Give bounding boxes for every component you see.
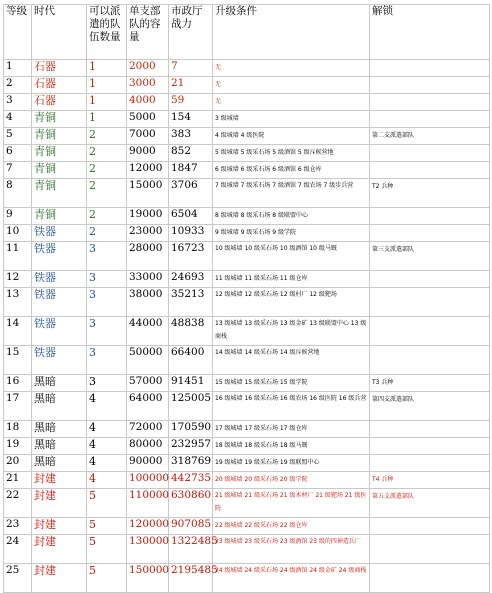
table-row [4,60,490,77]
cell-condition: 17 级城墙 17 级采石场 17 级仓库 [213,421,370,438]
cell-capacity: 4000 [127,94,169,111]
cell-level: 20 [4,455,32,472]
cell-condition: 3 级城墙 [213,111,370,128]
cell-level: 22 [4,489,32,518]
cell-condition: 无 [213,60,370,77]
table-row [4,242,490,271]
cell-capacity: 38000 [127,288,169,317]
cell-team-count: 4 [87,455,127,472]
cell-level: 14 [4,317,32,346]
cell-unlock: 第二支派遣部队 [370,128,490,145]
cell-condition: 11 级城墙 11 级采石场 11 级仓库 [213,271,370,288]
cell-capacity: 9000 [127,145,169,162]
cell-capacity: 50000 [127,346,169,375]
cell-condition: 无 [213,77,370,94]
cell-team-count: 3 [87,317,127,346]
cell-team-count: 2 [87,145,127,162]
cell-power: 907085 [169,518,213,535]
cell-power: 59 [169,94,213,111]
cell-unlock [370,288,490,317]
cell-era: 石器 [32,94,87,111]
table-row [4,489,490,518]
cell-unlock [370,421,490,438]
cell-level: 4 [4,111,32,128]
cell-power: 318769 [169,455,213,472]
table-row [4,564,490,593]
cell-power: 48838 [169,317,213,346]
cell-capacity: 57000 [127,375,169,392]
cell-team-count: 4 [87,472,127,489]
cell-era: 青铜 [32,162,87,179]
cell-condition: 18 级城墙 18 级采石场 18 级马厩 [213,438,370,455]
table-row [4,94,490,111]
cell-capacity: 5000 [127,111,169,128]
cell-condition: 无 [213,94,370,111]
cell-level: 5 [4,128,32,145]
cell-team-count: 1 [87,77,127,94]
cell-era: 封建 [32,472,87,489]
cell-era: 铁器 [32,242,87,271]
cell-era: 铁器 [32,317,87,346]
cell-level: 18 [4,421,32,438]
cell-level: 3 [4,94,32,111]
cell-team-count: 5 [87,489,127,518]
cell-power: 24693 [169,271,213,288]
cell-unlock: 第四支派遣部队 [370,392,490,421]
cell-unlock [370,438,490,455]
cell-team-count: 4 [87,438,127,455]
table-row [4,438,490,455]
cell-era: 青铜 [32,111,87,128]
cell-condition: 19 级城墙 19 级采石场 19 级联盟中心 [213,455,370,472]
cell-team-count: 2 [87,128,127,145]
cell-level: 25 [4,564,32,593]
cell-unlock [370,271,490,288]
cell-condition: 7 级城墙 7 级采石场 7 级酒馆 7 级农场 7 级步兵营 [213,179,370,208]
cell-level: 15 [4,346,32,375]
cell-team-count: 1 [87,60,127,77]
cell-power: 35213 [169,288,213,317]
cell-condition: 6 级城墙 6 级采石场 6 级酒馆 6 级仓库 [213,162,370,179]
cell-era: 黑暗 [32,421,87,438]
cell-condition: 8 级城墙 8 级采石场 8 级联盟中心 [213,208,370,225]
cell-capacity: 120000 [127,518,169,535]
cell-power: 91451 [169,375,213,392]
cell-unlock [370,518,490,535]
cell-capacity: 19000 [127,208,169,225]
table-row [4,455,490,472]
cell-capacity: 110000 [127,489,169,518]
table-row [4,128,490,145]
cell-capacity: 7000 [127,128,169,145]
cell-capacity: 12000 [127,162,169,179]
cell-power: 630860 [169,489,213,518]
table-row [4,288,490,317]
cell-power: 66400 [169,346,213,375]
cell-capacity: 100000 [127,472,169,489]
cell-unlock [370,111,490,128]
cell-level: 11 [4,242,32,271]
cell-power: 154 [169,111,213,128]
header-team-count: 可以派遣的队伍数量 [87,5,127,60]
table-row [4,111,490,128]
cell-capacity: 64000 [127,392,169,421]
cell-condition: 10 级城墙 10 级采石场 10 级酒馆 10 级马厩 [213,242,370,271]
cell-level: 21 [4,472,32,489]
cell-capacity: 72000 [127,421,169,438]
cell-condition: 24 级城墙 24 级采石场 24 级酒馆 24 级金矿 24 级商栈 [213,564,370,593]
cell-level: 8 [4,179,32,208]
cell-team-count: 2 [87,208,127,225]
header-capacity: 单支部队的容量 [127,5,169,60]
cell-condition: 16 级城墙 16 级采石场 16 级农场 16 级医院 16 级兵营 [213,392,370,421]
cell-capacity: 150000 [127,564,169,593]
cell-team-count: 2 [87,225,127,242]
cell-level: 6 [4,145,32,162]
cell-condition: 20 级城墙 20 级采石场 20 级学院 [213,472,370,489]
cell-era: 铁器 [32,271,87,288]
cell-era: 黑暗 [32,375,87,392]
cell-power: 232957 [169,438,213,455]
cell-unlock: T2 兵种 [370,179,490,208]
cell-era: 青铜 [32,208,87,225]
cell-level: 17 [4,392,32,421]
cell-team-count: 3 [87,271,127,288]
cell-era: 封建 [32,535,87,564]
cell-power: 1847 [169,162,213,179]
cell-unlock [370,455,490,472]
cell-unlock [370,60,490,77]
cell-capacity: 90000 [127,455,169,472]
cell-power: 1322485 [169,535,213,564]
table-row [4,518,490,535]
table-row [4,145,490,162]
cell-power: 852 [169,145,213,162]
cell-unlock [370,162,490,179]
cell-unlock: 第三支派遣部队 [370,242,490,271]
cell-unlock [370,145,490,162]
cell-power: 21 [169,77,213,94]
city-hall-level-table [3,4,490,593]
table-row [4,472,490,489]
cell-era: 石器 [32,60,87,77]
cell-condition: 4 级城墙 4 级医院 [213,128,370,145]
header-level: 等级 [4,5,32,60]
cell-level: 9 [4,208,32,225]
cell-era: 铁器 [32,225,87,242]
table-row [4,392,490,421]
cell-team-count: 2 [87,162,127,179]
cell-power: 2195485 [169,564,213,593]
cell-unlock: 第五支派遣部队 [370,489,490,518]
cell-era: 封建 [32,489,87,518]
cell-team-count: 2 [87,179,127,208]
cell-era: 封建 [32,564,87,593]
cell-condition: 5 级城墙 5 级采石场 5 级酒馆 5 级斥候营地 [213,145,370,162]
cell-unlock [370,94,490,111]
header-condition: 升级条件 [213,5,370,60]
table-row [4,225,490,242]
cell-condition: 23 级城墙 23 级采石场 23 级酒馆 23 级的四神造兵厂 [213,535,370,564]
cell-capacity: 3000 [127,77,169,94]
cell-level: 10 [4,225,32,242]
cell-team-count: 1 [87,94,127,111]
cell-condition: 9 级城墙 9 级采石场 9 级学院 [213,225,370,242]
cell-level: 1 [4,60,32,77]
cell-team-count: 5 [87,518,127,535]
cell-condition: 21 级城墙 21 级采石场 21 级木材厂 21 级靶场 21 级医院 [213,489,370,518]
cell-era: 黑暗 [32,455,87,472]
cell-unlock [370,346,490,375]
cell-unlock [370,535,490,564]
table-row [4,179,490,208]
header-power: 市政厅战力 [169,5,213,60]
cell-team-count: 4 [87,421,127,438]
cell-era: 青铜 [32,128,87,145]
cell-power: 125005 [169,392,213,421]
cell-unlock [370,564,490,593]
cell-condition: 12 级城墙 12 级采石场 12 级村厂 12 级靶场 [213,288,370,317]
cell-power: 16723 [169,242,213,271]
cell-level: 23 [4,518,32,535]
cell-unlock [370,317,490,346]
cell-power: 442735 [169,472,213,489]
cell-unlock: T3 兵种 [370,375,490,392]
cell-power: 3706 [169,179,213,208]
cell-team-count: 4 [87,392,127,421]
cell-era: 封建 [32,518,87,535]
cell-era: 铁器 [32,288,87,317]
table-row [4,208,490,225]
cell-era: 铁器 [32,346,87,375]
cell-era: 石器 [32,77,87,94]
cell-team-count: 5 [87,535,127,564]
cell-power: 6504 [169,208,213,225]
table-row [4,77,490,94]
cell-power: 383 [169,128,213,145]
cell-level: 12 [4,271,32,288]
table-row [4,375,490,392]
cell-unlock [370,225,490,242]
table-row [4,162,490,179]
cell-team-count: 3 [87,288,127,317]
cell-capacity: 80000 [127,438,169,455]
cell-level: 7 [4,162,32,179]
cell-capacity: 15000 [127,179,169,208]
header-era: 时代 [32,5,87,60]
cell-era: 黑暗 [32,438,87,455]
cell-power: 10933 [169,225,213,242]
table-row [4,421,490,438]
cell-era: 青铜 [32,145,87,162]
cell-era: 青铜 [32,179,87,208]
cell-team-count: 3 [87,346,127,375]
cell-capacity: 23000 [127,225,169,242]
cell-level: 24 [4,535,32,564]
cell-capacity: 130000 [127,535,169,564]
header-unlock: 解锁 [370,5,490,60]
cell-era: 黑暗 [32,392,87,421]
cell-power: 7 [169,60,213,77]
table-row [4,346,490,375]
cell-condition: 14 级城墙 14 级采石场 14 级斥候营地 [213,346,370,375]
cell-condition: 15 级城墙 15 级采石场 15 级学院 [213,375,370,392]
cell-unlock [370,77,490,94]
cell-power: 170590 [169,421,213,438]
cell-team-count: 3 [87,242,127,271]
cell-team-count: 3 [87,375,127,392]
cell-unlock [370,208,490,225]
table-row [4,317,490,346]
cell-capacity: 2000 [127,60,169,77]
cell-condition: 22 级城墙 22 级采石场 22 级仓库 [213,518,370,535]
cell-team-count: 1 [87,111,127,128]
cell-unlock: T4 兵种 [370,472,490,489]
cell-level: 16 [4,375,32,392]
cell-level: 13 [4,288,32,317]
cell-team-count: 5 [87,564,127,593]
cell-capacity: 33000 [127,271,169,288]
cell-level: 19 [4,438,32,455]
cell-capacity: 28000 [127,242,169,271]
header-row [4,5,490,60]
table-row [4,535,490,564]
cell-condition: 13 级城墙 13 级采石场 13 级金矿 13 级联盟中心 13 级商栈 [213,317,370,346]
cell-capacity: 44000 [127,317,169,346]
table-row [4,271,490,288]
cell-level: 2 [4,77,32,94]
